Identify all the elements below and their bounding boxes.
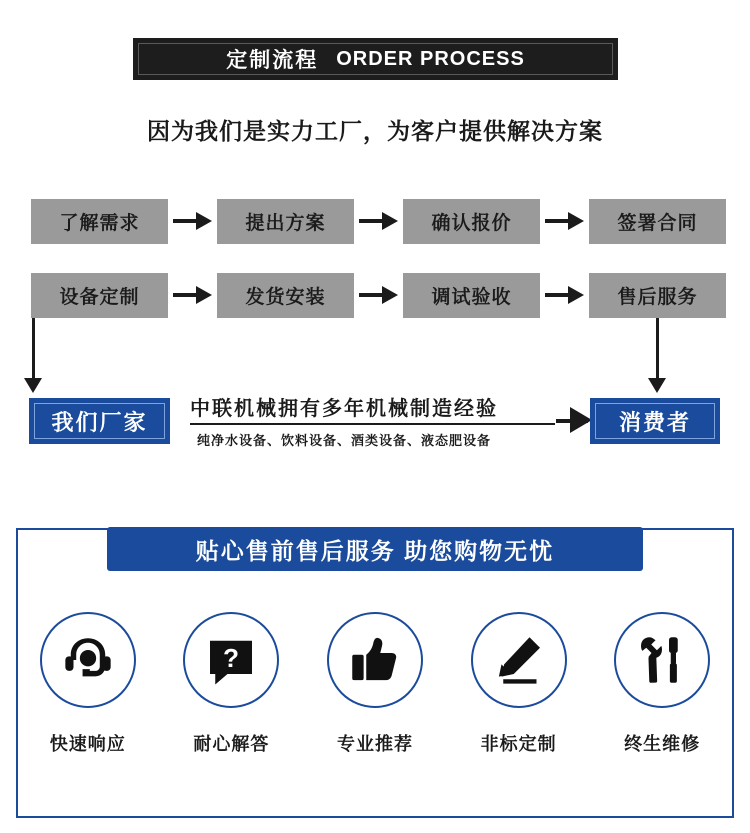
- flow-step-5: 设备定制: [31, 273, 168, 318]
- company-slogan-main: 中联机械拥有多年机械制造经验: [190, 398, 498, 420]
- connector-left-vertical: [32, 318, 35, 380]
- consumer-arrow: [570, 407, 592, 433]
- thumbs-up-icon: [327, 612, 423, 708]
- consumer-box: [590, 398, 720, 444]
- service-item-patient-answer: [166, 612, 296, 756]
- pencil-icon: [471, 612, 567, 708]
- company-slogan-sub: 纯净水设备、饮料设备、酒类设备、液态肥设备: [197, 433, 492, 448]
- service-label-lifetime-maintenance: 终生维修: [624, 734, 701, 754]
- headset-icon: [40, 612, 136, 708]
- banner-title-en: ORDER PROCESS: [336, 47, 525, 70]
- flow-step-8: 售后服务: [589, 273, 726, 318]
- service-item-lifetime-maintenance: [597, 612, 727, 756]
- service-item-fast-response: [23, 612, 153, 756]
- service-panel-title: 贴心售前售后服务 助您购物无忧: [107, 527, 643, 571]
- slogan-divider: [190, 423, 555, 425]
- connector-left-arrow: [24, 378, 42, 393]
- flow-step-4: 签署合同: [589, 199, 726, 244]
- flow-arrow-2: [382, 212, 398, 230]
- flow-arrow-6: [568, 286, 584, 304]
- question-bubble-icon: [183, 612, 279, 708]
- service-label-professional-recommend: 专业推荐: [336, 734, 413, 754]
- flow-step-1: 了解需求: [31, 199, 168, 244]
- flow-arrow-3: [568, 212, 584, 230]
- service-label-nonstandard-custom: 非标定制: [480, 734, 557, 754]
- wrench-screwdriver-icon: [614, 612, 710, 708]
- flow-step-7: 调试验收: [403, 273, 540, 318]
- flow-arrow-1: [196, 212, 212, 230]
- service-label-patient-answer: 耐心解答: [193, 734, 270, 754]
- consumer-label: 消费者: [618, 409, 691, 435]
- service-label-fast-response: 快速响应: [49, 734, 126, 754]
- flow-arrow-4: [196, 286, 212, 304]
- svg-text:?: ?: [223, 643, 240, 673]
- connector-right-vertical: [656, 318, 659, 380]
- flow-step-2: 提出方案: [217, 199, 354, 244]
- manufacturer-box: [29, 398, 170, 444]
- banner-title-cn: 定制流程: [226, 49, 319, 72]
- service-item-nonstandard-custom: [454, 612, 584, 756]
- connector-right-arrow: [648, 378, 666, 393]
- service-item-professional-recommend: [310, 612, 440, 756]
- flow-arrow-5: [382, 286, 398, 304]
- order-process-banner: [133, 38, 618, 80]
- flow-step-6: 发货安装: [217, 273, 354, 318]
- service-items-list: [16, 612, 734, 756]
- flow-step-3: 确认报价: [403, 199, 540, 244]
- manufacturer-label: 我们厂家: [51, 409, 148, 435]
- section-subtitle: 因为我们是实力工厂，为客户提供解决方案: [147, 118, 603, 144]
